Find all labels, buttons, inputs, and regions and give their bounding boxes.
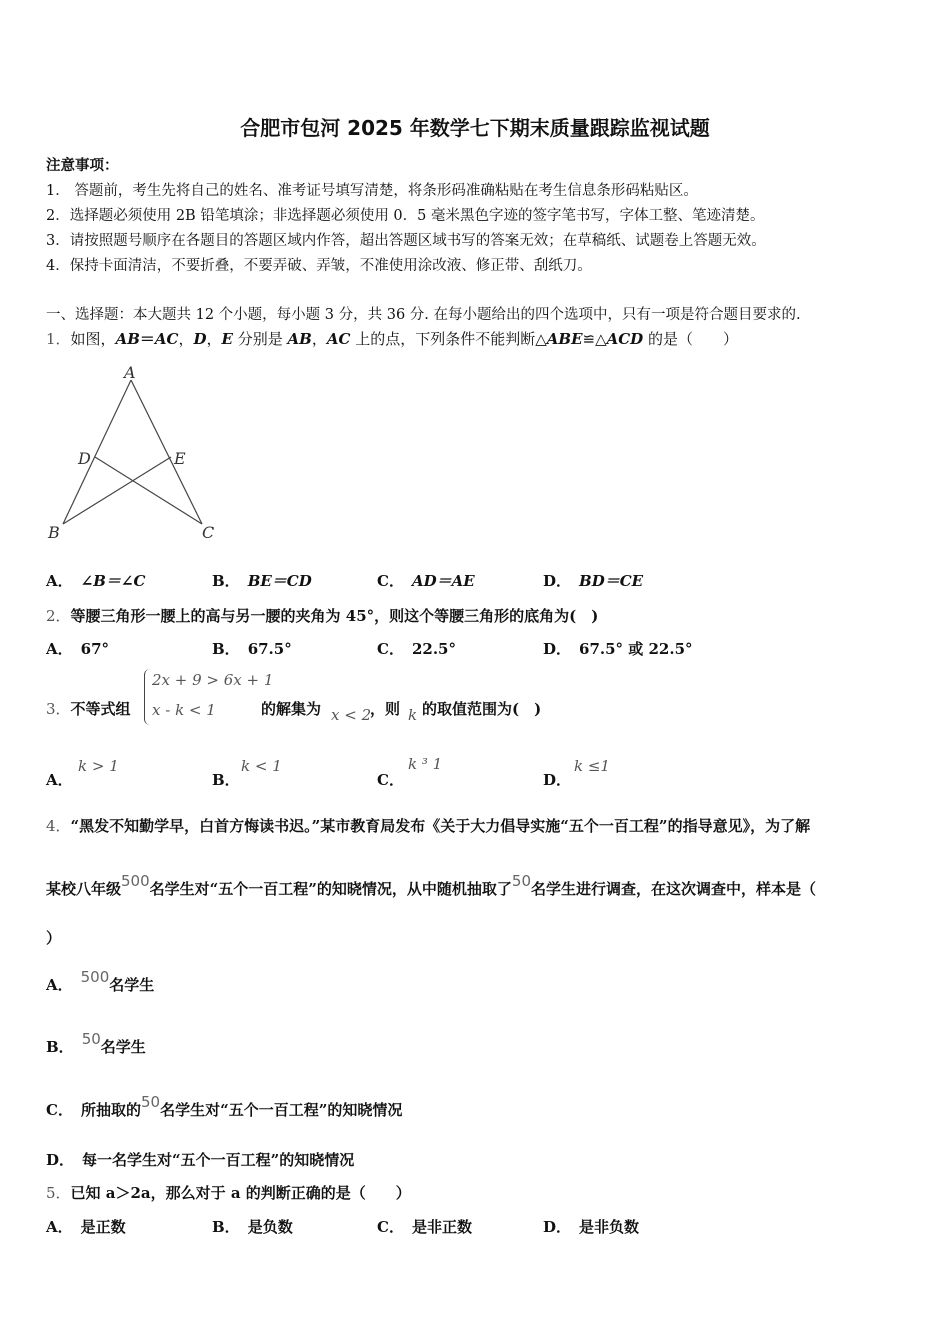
q3-option-a-math: k > 1: [78, 757, 119, 775]
q4-option-b[interactable]: B． 50名学生: [46, 1030, 146, 1056]
system-line-1: 2x + 9 > 6x + 1: [152, 671, 274, 689]
q1-option-d[interactable]: D． BD＝CE: [543, 572, 644, 590]
q4-option-d[interactable]: D． 每一名学生对“五个一百工程”的知晓情况: [46, 1151, 355, 1169]
system-brace: [144, 669, 151, 725]
notes-heading: 注意事项：: [46, 157, 119, 174]
q1-option-c[interactable]: C． AD＝AE: [377, 572, 475, 590]
question-number: 1．: [46, 330, 71, 348]
q2-option-c[interactable]: C． 22.5°: [377, 640, 456, 658]
q3-option-b-math: k < 1: [241, 757, 282, 775]
note-item: 4．保持卡面清洁，不要折叠，不要弄破、弄皱，不准使用涂改液、修正带、刮纸刀。: [46, 258, 592, 274]
q3-option-c-math: k ³ 1: [408, 755, 443, 773]
q5-option-c[interactable]: C． 是非正数: [377, 1218, 472, 1236]
question-2: 2．等腰三角形一腰上的高与另一腰的夹角为 45°，则这个等腰三角形的底角为( ): [46, 607, 599, 625]
q3-post-text: 的取值范围为( ): [422, 700, 542, 718]
question-4-line-1: 4．“黑发不知勤学早，白首方悔读书迟。”某市教育局发布《关于大力倡导实施“五个一百工程”的指导意见》，为了解: [46, 817, 811, 835]
system-line-2: x - k < 1: [152, 701, 216, 719]
q2-option-a[interactable]: A． 67°: [46, 640, 110, 658]
q3-option-d[interactable]: D．: [543, 771, 572, 789]
label-E: E: [174, 449, 186, 468]
question-number: 3．: [46, 700, 71, 718]
question-4-line-3: ）: [46, 929, 62, 947]
question-number: 5．: [46, 1184, 71, 1202]
q3-solution: x < 2: [331, 706, 372, 724]
label-D: D: [78, 449, 91, 468]
q5-option-a[interactable]: A． 是正数: [46, 1218, 126, 1236]
note-item: 2．选择题必须使用 2B 铅笔填涂；非选择题必须使用 0．5 毫米黑色字迹的签字笔书写，字体工整、笔迹清楚。: [46, 208, 765, 224]
question-3-prefix: 3．不等式组: [46, 700, 131, 718]
section-heading: 一、选择题：本大题共 12 个小题，每小题 3 分，共 36 分. 在每小题给出的四个选项中，只有一项是符合题目要求的.: [46, 307, 801, 323]
page-title: 合肥市包河 2025 年数学七下期末质量跟踪监视试题: [240, 116, 710, 140]
q1-option-b[interactable]: B． BE＝CD: [212, 572, 312, 590]
note-item: 3．请按照题号顺序在各题目的答题区域内作答，超出答题区域书写的答案无效；在草稿纸、试题卷上答题无效。: [46, 233, 766, 249]
q4-option-a[interactable]: A． 500名学生: [46, 968, 155, 994]
label-C: C: [202, 523, 215, 542]
q1-option-a[interactable]: A． ∠B＝∠C: [46, 572, 146, 590]
q3-mid-text: 的解集为: [261, 700, 322, 718]
q3-option-b[interactable]: B．: [212, 771, 240, 789]
q2-option-d[interactable]: D． 67.5° 或 22.5°: [543, 640, 693, 658]
q3-option-c[interactable]: C．: [377, 771, 404, 789]
question-number: 4．: [46, 817, 71, 835]
label-A: A: [124, 363, 136, 382]
question-5: 5．已知 a＞2a，那么对于 a 的判断正确的是（ ）: [46, 1184, 411, 1202]
q5-option-d[interactable]: D． 是非负数: [543, 1218, 640, 1236]
question-1: 1．如图，AB＝AC，D，E 分别是 AB，AC 上的点，下列条件不能判断△ABE≌△ACD 的是（ ）: [46, 330, 738, 348]
label-B: B: [48, 523, 60, 542]
q3-k: k: [408, 706, 418, 724]
question-4-line-2: 某校八年级500名学生对“五个一百工程”的知晓情况，从中随机抽取了50名学生进行调查，在这次调查中，样本是（: [46, 872, 817, 898]
q3-option-a[interactable]: A．: [46, 771, 73, 789]
q4-option-c[interactable]: C． 所抽取的50名学生对“五个一百工程”的知晓情况: [46, 1093, 403, 1119]
q2-option-b[interactable]: B． 67.5°: [212, 640, 292, 658]
note-item: 1． 答题前，考生先将自己的姓名、准考证号填写清楚，将条形码准确粘贴在考生信息条形码粘贴区。: [46, 183, 698, 199]
q5-option-b[interactable]: B． 是负数: [212, 1218, 293, 1236]
q3-mid-text-2: ，则: [370, 700, 401, 718]
triangle-figure: [40, 360, 240, 550]
question-number: 2．: [46, 607, 71, 625]
q3-option-d-math: k ≤1: [574, 757, 610, 775]
